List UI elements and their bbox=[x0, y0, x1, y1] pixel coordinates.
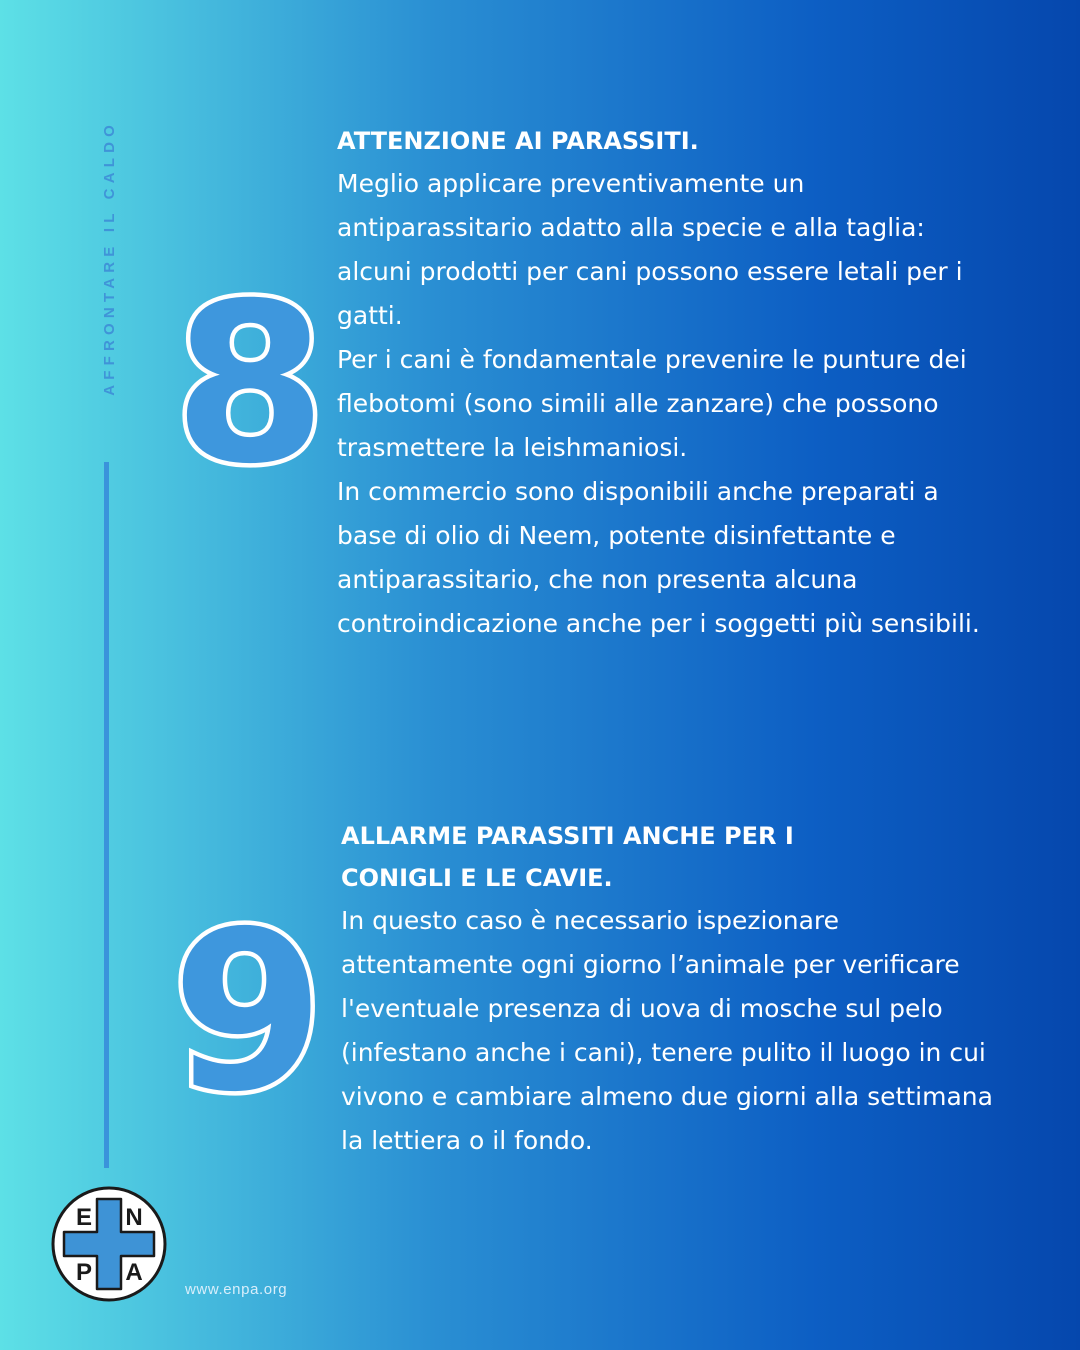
section-8-paragraph-1: Meglio applicare preventivamente un antiparassitario adatto alla specie e alla taglia: alcuni prodotti per cani possono essere letali per i gatti. bbox=[337, 169, 963, 330]
section-8 bbox=[337, 120, 1017, 646]
logo-letter-p: P bbox=[75, 1259, 93, 1286]
logo-letter-a: A bbox=[125, 1259, 143, 1286]
section-8-paragraph-2: Per i cani è fondamentale prevenire le punture dei flebotomi (sono simili alle zanzare) che possono trasmettere la leishmaniosi. bbox=[337, 345, 967, 462]
number-9-text: 9 bbox=[171, 910, 325, 1110]
logo-letter-n: N bbox=[125, 1204, 143, 1231]
side-label bbox=[97, 120, 121, 420]
side-label-text: AFFRONTARE IL CALDO bbox=[100, 120, 118, 396]
section-9-title: ALLARME PARASSITI ANCHE PER I CONIGLI E LE CAVIE. bbox=[341, 822, 794, 892]
website-link[interactable]: www.enpa.org bbox=[185, 1281, 288, 1298]
enpa-logo bbox=[50, 1185, 168, 1303]
logo-letter-e: E bbox=[75, 1204, 93, 1231]
side-divider-line bbox=[104, 462, 109, 1168]
section-8-paragraph-3: In commercio sono disponibili anche preparati a base di olio di Neem, potente disinfettante e antiparassitario, che non presenta alcuna controindicazione anche per i soggetti più sensibili. bbox=[337, 477, 980, 638]
number-8-text: 8 bbox=[173, 280, 327, 480]
number-8-graphic bbox=[150, 280, 350, 480]
number-9-graphic bbox=[148, 910, 348, 1110]
section-8-title: ATTENZIONE AI PARASSITI. bbox=[337, 127, 699, 155]
section-9 bbox=[341, 815, 1021, 1163]
section-9-paragraph-1: In questo caso è necessario ispezionare attentamente ogni giorno l’animale per verificare l'eventuale presenza di uova di mosche sul pelo (infestano anche i cani), tenere pulito il luogo in cui vivono e cambiare almeno due giorni alla settimana la lettiera o il fondo. bbox=[341, 906, 993, 1155]
